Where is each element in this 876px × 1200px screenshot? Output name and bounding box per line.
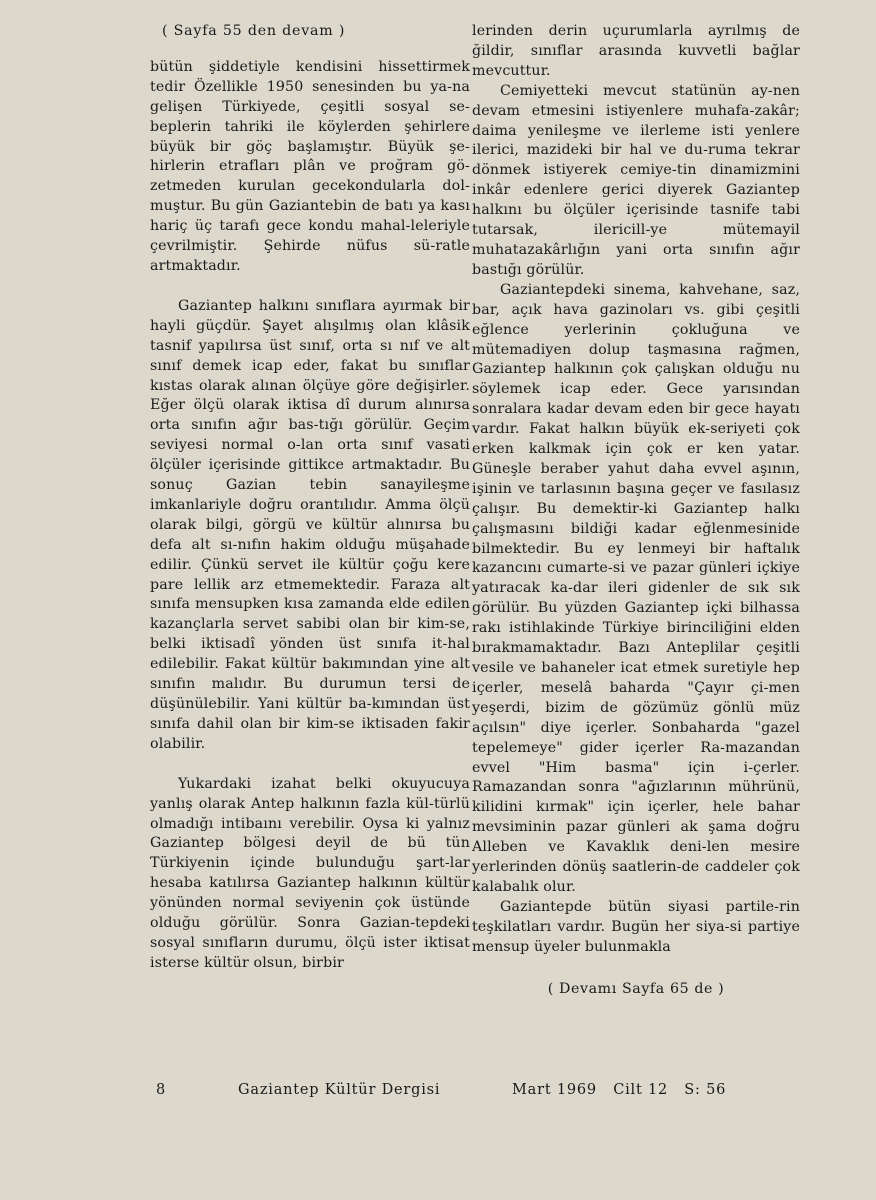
article-paragraph: Gaziantepdeki sinema, kahvehane, saz, bar, açık hava gazinoları vs. gibi çeşitli eğlence yerlerinin çokluğuna ve mütemadiyen dolup taşmasına rağmen, Gaziantep halkının çok çalışkan olduğu nu söylemek icap eder. Gece yarısından sonralara kadar devam eden bir gece hayatı vardır. Fakat halkın büyük ek-seriyeti çok erken kalkmak için çok er ken yatar. Güneşle beraber yahut daha evvel aşının, işinin ve tarlasının başına geçer ve fasılasız çalışır. Bu demektir-ki Gaziantep halkı çalışmasını bildiği kadar eğlenmesinide bilmektedir. Bu ey lenmeyi bir haftalık kazancını cumarte-si ve pazar günleri içkiye yatıracak ka-dar ileri gidenler de sık sık görülür. Bu yüzden Gaziantep içki bilhassa rakı istihlakinde Türkiye birinciliğini elden bırakmamaktadır. Bazı Anteplilar çeşitli vesile ve bahaneler icat etmek suretiyle hep içerler, meselâ baharda "Çayır çi-men yeşerdi, bizim de gözümüz gönlü müz açılsın" diye içerler. Sonbaharda "gazel tepelemeye" gider içerler Ra-mazandan evvel "Him basma" için i-çerler. Ramazandan sonra "ağızlarının mührünü, kilidini kırmak" için içerler, hele bahar mevsiminin pazar günleri ak şama doğru Alleben ve Kavaklık deni-len mesire yerlerinden dönüş saatlerin-de caddeler çok kalabalık olur. <box>472 281 800 895</box>
continued-to-note: ( Devamı Sayfa 65 de ) <box>547 980 725 997</box>
issue-info: Mart 1969 Cilt 12 S: 56 <box>512 1082 727 1098</box>
article-paragraph: Cemiyetteki mevcut statünün ay-nen devam etmesini istiyenlere muhafa-zakâr; daima yenileşme ve ilerleme isti yenlere ilerici, mazideki bir hal ve du-ruma tekrar dönmek istiyerek cemiye-tin dinamizmini inkâr edenlere gerici diyerek Gaziantep halkını bu ölçüler içerisinde tasnife tabi tutarsak, ilericill-ye mütemayil muhatazakârlığın yani orta sınıfın ağır bastığı görülür. <box>472 82 800 278</box>
continued-from-note: ( Sayfa 55 den devam ) <box>162 23 346 39</box>
article-paragraph: Yukardaki izahat belki okuyucuya yanlış olarak Antep halkının fazla kül-türlü olmadığı intibaını verebilir. Oysa ki yalnız Gaziantep bölgesi deyil de bü tün Türkiyenin içinde bulunduğu şart-lar hesaba katılırsa Gaziantep halkının kültür yönünden normal seviyenin çok üstünde olduğu görülür. Sonra Gazian-tepdeki sosyal sınıfların durumu, ölçü ister iktisat isterse kültür olsun, birbir <box>150 775 470 971</box>
article-paragraph: Gaziantep halkını sınıflara ayırmak bir hayli güçdür. Şayet alışılmış olan klâsik tasnif yapılırsa üst sınıf, orta sı nıf ve alt sınıf demek icap eder, fakat bu sınıflar kıstas olarak alınan ölçüye göre değişirler. Eğer ölçü olarak iktisa dî durum alınırsa orta sınıfın ağır bas-tığı görülür. Geçim seviyesi normal o-lan orta sınıf vasati ölçüler içerisinde gittikce artmaktadır. Bu sonuç Gazian tebin sanayileşme imkanlariyle doğru orantılıdır. Amma ölçü olarak bilgi, görgü ve kültür alınırsa bu defa alt sı-nıfın hakim olduğu müşahade edilir. Çünkü servet ile kültür çoğu kere pare lellik arz etmemektedir. Faraza alt sınıfa mensupken kısa zamanda elde edilen kazançlarla servet sabibi olan bir kim-se, belki iktisadî yönden üst sınıfa it-hal edilebilir. Fakat kültür bakımından yine alt sınıfın malıdır. Bu durumun tersi de düşünülebilir. Yani kültür ba-kımından üst sınıfa dahil olan bir kim-se iktisaden fakir olabilir. <box>150 297 470 752</box>
article-paragraph: lerinden derin uçurumlarla ayrılmış de ğildir, sınıflar arasında kuvvetli bağlar mevcuttur. <box>472 23 800 79</box>
journal-name: Gaziantep Kültür Dergisi <box>238 1082 441 1098</box>
article-paragraph: Gaziantepde bütün siyasi partile-rin teşkilatları vardır. Bugün her siya-si partiye mensup üyeler bulunmakla <box>472 898 800 955</box>
right-column <box>472 22 800 1000</box>
article-paragraph: bütün şiddetiyle kendisini hissettirmek tedir Özellikle 1950 senesinden bu ya-na gelişen Türkiyede, çeşitli sosyal se-beplerin tahriki ile köylerden şehirlere büyük bir göç başlamıştır. Büyük şe-hirlerin etrafları plân ve proğram gö-zetmeden kurulan gecekondularla dol-muştur. Bu gün Gaziantebin de batı ya kası hariç üç tarafı gece kondu mahal-leleriyle çevrilmiştir. Şehirde nüfus sü-ratle artmaktadır. <box>150 58 470 274</box>
page-number: 8 <box>156 1082 167 1098</box>
left-column <box>150 22 470 974</box>
